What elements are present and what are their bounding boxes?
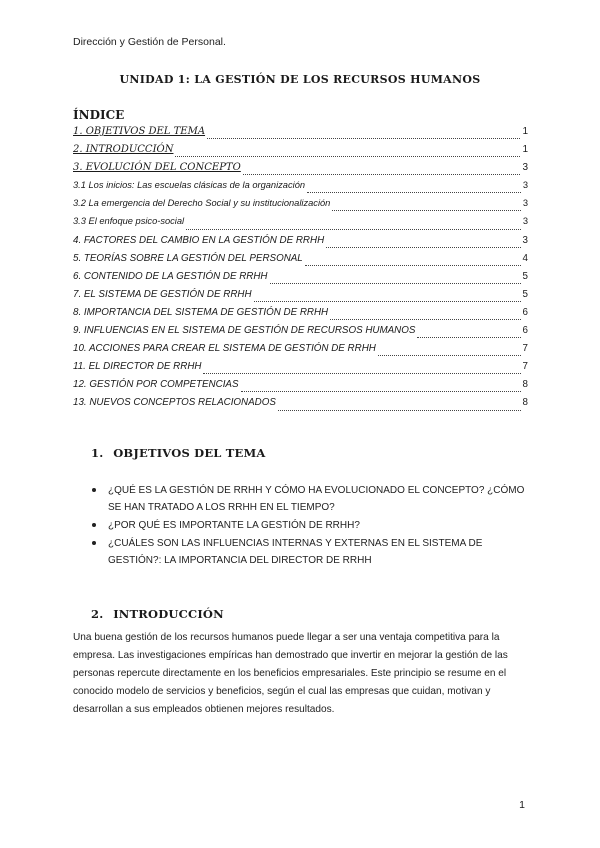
toc-entry-page: 3 xyxy=(522,234,528,246)
toc-leader xyxy=(186,229,521,230)
toc-entry-label: 11. EL DIRECTOR DE RRHH xyxy=(73,361,202,373)
toc-entry-page: 3 xyxy=(522,198,528,209)
page-number: 1 xyxy=(519,799,525,811)
toc-entry[interactable] xyxy=(73,361,528,379)
toc-leader xyxy=(270,283,521,284)
toc-leader xyxy=(305,265,521,266)
toc-leader xyxy=(332,210,520,211)
toc-leader xyxy=(378,355,521,356)
toc-entry-page: 5 xyxy=(522,288,528,300)
toc-leader xyxy=(175,156,520,157)
toc-entry[interactable] xyxy=(73,216,528,234)
toc-entry-label: 13. NUEVOS CONCEPTOS RELACIONADOS xyxy=(73,397,276,409)
toc-entry[interactable] xyxy=(73,144,528,162)
toc-entry[interactable] xyxy=(73,180,528,198)
toc-entry-page: 3 xyxy=(522,180,528,191)
toc-entry-label: 3.2 La emergencia del Derecho Social y su institucionalización xyxy=(73,198,331,209)
toc-entry-label: 3.1 Los inicios: Las escuelas clásicas de la organización xyxy=(73,180,306,191)
toc-entry-label: 12. GESTIÓN POR COMPETENCIAS xyxy=(73,379,239,391)
toc-entry-label: 4. FACTORES DEL CAMBIO EN LA GESTIÓN DE RRHH xyxy=(73,234,325,246)
toc-entry-label: 7. EL SISTEMA DE GESTIÓN DE RRHH xyxy=(73,288,252,300)
toc-entry-page: 1 xyxy=(522,144,528,156)
toc-entry[interactable] xyxy=(73,198,528,216)
toc-entry[interactable] xyxy=(73,397,528,415)
toc-entry-page: 8 xyxy=(522,397,528,409)
toc-leader xyxy=(243,174,521,175)
toc-entry-page: 3 xyxy=(522,162,528,174)
toc-entry-page: 3 xyxy=(522,216,528,227)
toc-entry[interactable] xyxy=(73,126,528,144)
table-of-contents xyxy=(73,126,528,416)
toc-entry-page: 7 xyxy=(522,343,528,355)
toc-entry-label: 3. EVOLUCIÓN DEL CONCEPTO xyxy=(73,162,241,174)
toc-entry[interactable] xyxy=(73,307,528,325)
toc-entry-page: 4 xyxy=(522,252,528,264)
toc-entry-page: 8 xyxy=(522,379,528,391)
toc-entry-label: 1. OBJETIVOS DEL TEMA xyxy=(73,126,206,137)
toc-entry-page: 6 xyxy=(522,306,528,318)
toc-leader xyxy=(278,410,521,411)
objectives-list xyxy=(90,482,530,570)
intro-paragraph: Una buena gestión de los recursos humanos puede llegar a ser una ventaja competitiva para la empresa. Las investigaciones empíricas han demostrado que invertir en mejorar la gestión de las personas repercute directamente en los beneficios empresariales. Este principio se resume en el conocido modelo de servicios y beneficios, según el cual las empresas que cuidan, motivan y desarrollan a sus empleados obtienen mejores resultados. xyxy=(73,632,508,715)
toc-entry[interactable] xyxy=(73,271,528,289)
toc-entry-page: 6 xyxy=(522,325,528,337)
section-heading-introduccion xyxy=(91,607,224,621)
toc-leader xyxy=(241,391,521,392)
toc-leader xyxy=(330,319,520,320)
section-number: 2. xyxy=(91,607,104,621)
toc-entry-label: 3.3 El enfoque psico-social xyxy=(73,216,185,227)
toc-entry[interactable] xyxy=(73,343,528,361)
toc-leader xyxy=(307,192,521,193)
list-item: ¿POR QUÉ ES IMPORTANTE LA GESTIÓN DE RRHH? xyxy=(90,517,530,534)
toc-entry-label: 10. ACCIONES PARA CREAR EL SISTEMA DE GESTIÓN DE RRHH xyxy=(73,343,376,355)
section-title: OBJETIVOS DEL TEMA xyxy=(113,446,266,460)
toc-entry[interactable] xyxy=(73,379,528,397)
toc-entry[interactable] xyxy=(73,162,528,180)
toc-leader xyxy=(254,301,521,302)
toc-entry[interactable] xyxy=(73,289,528,307)
document-title: UNIDAD 1: LA GESTIÓN DE LOS RECURSOS HUMANOS xyxy=(119,73,481,86)
toc-entry-page: 1 xyxy=(522,126,528,137)
toc-entry[interactable] xyxy=(73,235,528,253)
toc-entry-label: 2. INTRODUCCIÓN xyxy=(73,144,174,156)
toc-entry-page: 7 xyxy=(522,361,528,373)
toc-entry-label: 5. TEORÍAS SOBRE LA GESTIÓN DEL PERSONAL xyxy=(73,252,303,264)
section-heading-objetivos xyxy=(91,446,266,460)
list-item: ¿QUÉ ES LA GESTIÓN DE RRHH Y CÓMO HA EVOLUCIONADO EL CONCEPTO? ¿CÓMO SE HAN TRATADO A LOS RRHH EN EL TIEMPO? xyxy=(90,482,530,516)
toc-entry-label: 8. IMPORTANCIA DEL SISTEMA DE GESTIÓN DE RRHH xyxy=(73,306,329,318)
section-title: INTRODUCCIÓN xyxy=(113,607,224,621)
section-number: 1. xyxy=(91,446,104,460)
running-header: Dirección y Gestión de Personal. xyxy=(73,36,226,48)
toc-entry-label: 9. INFLUENCIAS EN EL SISTEMA DE GESTIÓN DE RECURSOS HUMANOS xyxy=(73,325,416,337)
toc-leader xyxy=(203,373,520,374)
toc-entry-page: 5 xyxy=(522,270,528,282)
toc-leader xyxy=(207,138,520,139)
toc-entry[interactable] xyxy=(73,325,528,343)
list-item: ¿CUÁLES SON LAS INFLUENCIAS INTERNAS Y EXTERNAS EN EL SISTEMA DE GESTIÓN?: LA IMPORTANCIA DEL DIRECTOR DE RRHH xyxy=(90,535,530,569)
toc-entry-label: 6. CONTENIDO DE LA GESTIÓN DE RRHH xyxy=(73,270,268,282)
toc-leader xyxy=(326,247,520,248)
toc-leader xyxy=(417,337,520,338)
toc-heading: ÍNDICE xyxy=(73,108,125,122)
toc-entry[interactable] xyxy=(73,253,528,271)
